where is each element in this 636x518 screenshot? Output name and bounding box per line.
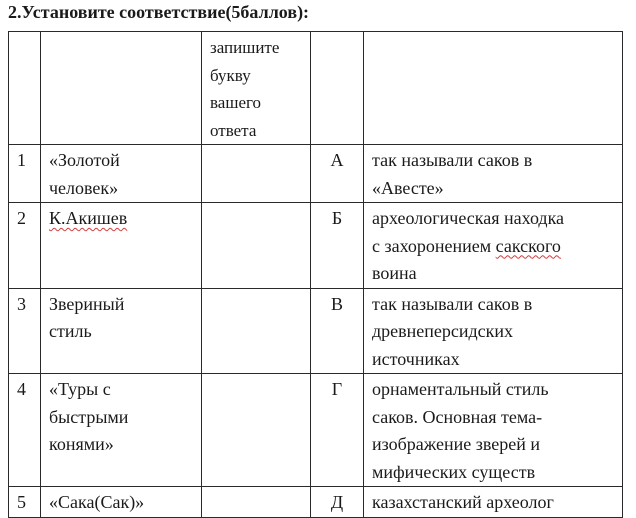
table-row (9, 288, 623, 374)
definition-text-start: археологическая находка с захоронением (372, 208, 565, 256)
term-cell: «Туры с быстрыми конями» (41, 374, 202, 487)
table-row (9, 374, 623, 487)
row-number: 5 (9, 487, 41, 518)
definition-cell: так называли саков в древнеперсидских источниках (364, 288, 623, 374)
answer-cell[interactable] (202, 374, 311, 487)
definition-cell: так называли саков в «Авесте» (364, 145, 623, 203)
definition-letter: В (311, 288, 364, 374)
table-row (9, 145, 623, 203)
definition-flagged-word: сакского (495, 235, 561, 256)
definition-cell (364, 203, 623, 289)
term-cell: «Золотой человек» (41, 145, 202, 203)
definition-letter: Д (311, 487, 364, 518)
answer-cell[interactable] (202, 203, 311, 289)
table-row (9, 203, 623, 289)
answer-cell[interactable] (202, 487, 311, 518)
row-number: 4 (9, 374, 41, 487)
answer-cell[interactable] (202, 288, 311, 374)
answer-cell[interactable] (202, 145, 311, 203)
header-letter-cell (311, 32, 364, 145)
table-row (9, 487, 623, 518)
header-answer-cell (202, 32, 311, 145)
row-number: 3 (9, 288, 41, 374)
term-cell: «Сака(Сак)» (41, 487, 202, 518)
matching-table (8, 31, 623, 518)
definition-letter: Б (311, 203, 364, 289)
definition-cell: казахстанский археолог (364, 487, 623, 518)
row-number: 2 (9, 203, 41, 289)
header-row (9, 32, 623, 145)
header-num-cell (9, 32, 41, 145)
header-definition-cell (364, 32, 623, 145)
task-heading: 2.Установите соответствие(5баллов): (8, 2, 310, 22)
answer-header-label: запишите букву вашего ответа (210, 38, 280, 140)
row-number: 1 (9, 145, 41, 203)
definition-letter: Г (311, 374, 364, 487)
term-cell: Звериный стиль (41, 288, 202, 374)
term-text: К.Акишев (49, 208, 128, 228)
definition-cell: орнаментальный стиль саков. Основная тема- изображение зверей и мифических существ (364, 374, 623, 487)
term-cell (41, 203, 202, 289)
header-term-cell (41, 32, 202, 145)
definition-text-end: воина (372, 263, 417, 283)
definition-letter: А (311, 145, 364, 203)
